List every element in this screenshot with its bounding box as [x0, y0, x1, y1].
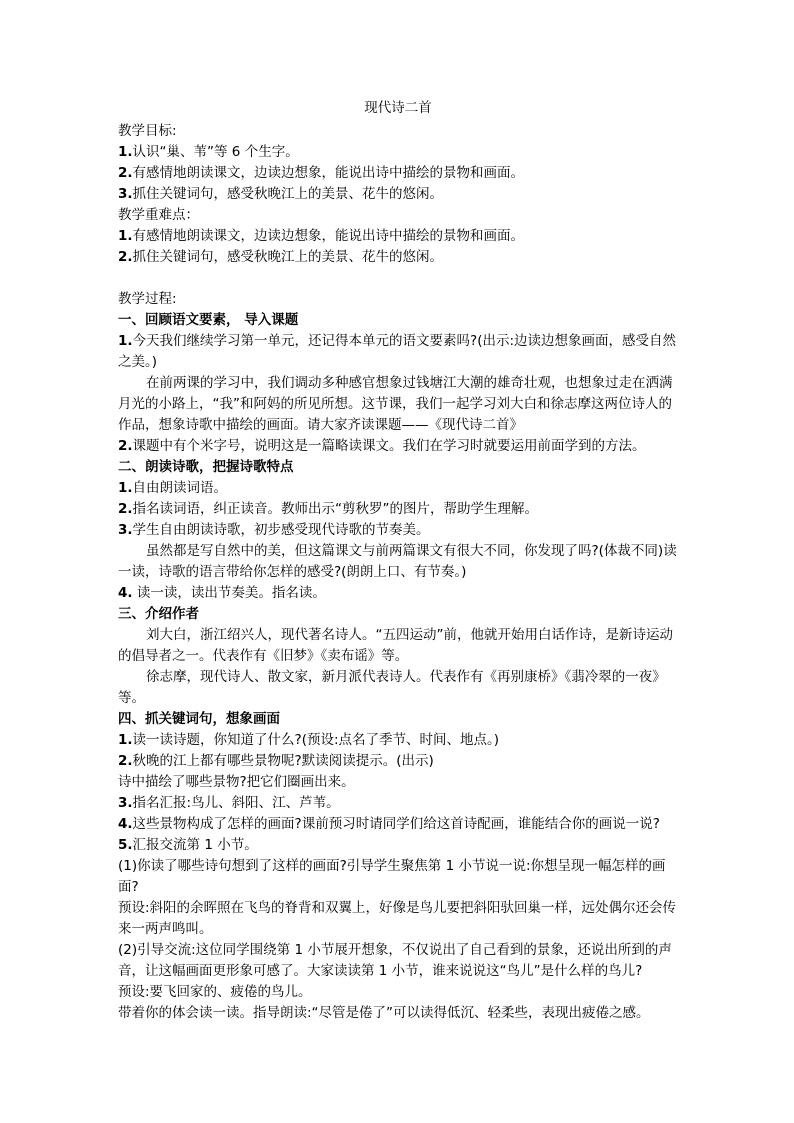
goal-item [118, 184, 678, 205]
goals-heading: 教学目标: [118, 123, 177, 139]
section-4-item [118, 835, 678, 856]
goal-number: 1. [118, 144, 133, 160]
key-point-number: 1. [118, 228, 133, 244]
paragraph-text: 今天我们继续学习第一单元，还记得本单元的语文要素吗?(出示:边读边想象画面，感受自然之美。) [118, 333, 677, 370]
key-points-heading: 教学重难点： [118, 207, 199, 223]
section-2-item [118, 583, 678, 604]
key-point-number: 2. [118, 249, 133, 265]
document-title: 现代诗二首 [364, 100, 432, 116]
section-2-heading: 二、朗读诗歌，把握诗歌特点 [118, 459, 294, 475]
item-text: 这些景物构成了怎样的画面?课前预习时请同学们给这首诗配画，谁能结合你的画说一说? [132, 816, 660, 832]
section-2-paragraph: 虽然都是写自然中的美，但这篇课文与前两篇课文有很大不同，你发现了吗?(体裁不同)读一读，诗歌的语言带给你怎样的感受?(朗朗上口、有节奏。) [118, 543, 677, 580]
goal-item [118, 142, 678, 163]
item-text: 秋晚的江上都有哪些景物呢?默读阅读提示。(出示) [132, 753, 434, 769]
section-2-item [118, 499, 678, 520]
section-4-item [118, 814, 678, 835]
section-2-item [118, 520, 678, 541]
key-point-item [118, 226, 678, 247]
item-number: 5. [118, 837, 133, 853]
section-4-item [118, 751, 678, 772]
item-number: 4. [118, 585, 133, 601]
goal-text: 认识“巢、苇”等 6 个生字。 [132, 144, 299, 160]
section-3-paragraph: 刘大白，浙江绍兴人，现代著名诗人。“五四运动”前，他就开始用白话作诗，是新诗运动的倡导者之一。代表作有《旧梦》《卖布谣》等。 [118, 627, 673, 664]
section-1-paragraph: 在前两课的学习中，我们调动多种感官想象过钱塘江大潮的雄奇壮观，也想象过走在洒满月光的小路上，“我”和阿妈的所见所想。这节课，我们一起学习刘大白和徐志摩这两位诗人的作品，想象诗歌中描绘的画面。请大家齐读课题——《现代诗二首》 [118, 375, 673, 433]
process-heading: 教学过程: [118, 291, 177, 307]
goal-text: 抓住关键词句，感受秋晚江上的美景、花牛的悠闲。 [132, 186, 444, 202]
goal-number: 2. [118, 165, 133, 181]
section-4-question: (1)你读了哪些诗句想到了这样的画面?引导学生聚焦第 1 小节说一说:你想呈现一幅怎样的画面? [118, 858, 666, 895]
item-text: 指名汇报:鸟儿、斜阳、江、芦苇。 [132, 795, 340, 811]
section-4-heading: 四、抓关键词句，想象画面 [118, 711, 280, 727]
item-number: 2. [118, 501, 133, 517]
section-4-item [118, 730, 678, 751]
key-point-text: 抓住关键词句，感受秋晚江上的美景、花牛的悠闲。 [132, 249, 444, 265]
document-page [118, 98, 678, 1024]
item-text: 读一读诗题，你知道了什么?(预设:点名了季节、时间、地点。) [132, 732, 500, 748]
section-3-heading: 三、介绍作者 [118, 606, 199, 622]
item-text: 汇报交流第 1 小节。 [132, 837, 258, 853]
key-point-text: 有感情地朗读课文，边读边想象，能说出诗中描绘的景物和画面。 [132, 228, 525, 244]
item-number: 1. [118, 480, 133, 496]
item-text: 学生自由朗读诗歌，初步感受现代诗歌的节奏美。 [132, 522, 430, 538]
goal-number: 3. [118, 186, 133, 202]
spacer [118, 268, 678, 289]
paragraph-text: 课题中有个米字号，说明这是一篇略读课文。我们在学习时就要运用前面学到的方法。 [132, 438, 646, 454]
section-1-paragraph [118, 331, 678, 373]
section-4-question: (2)引导交流:这位同学围绕第 1 小节展开想象，不仅说出了自己看到的景象，还说出所到的声音，让这幅画面更形象可感了。大家读读第 1 小节，谁来说说这“鸟儿”是什么样的鸟儿? [118, 942, 672, 979]
item-text: 自由朗读词语。 [132, 480, 228, 496]
goal-item [118, 163, 678, 184]
item-number: 2. [118, 753, 133, 769]
item-number: 1. [118, 333, 133, 349]
section-4-preset: 预设:斜阳的余晖照在飞鸟的脊背和双翼上，好像是鸟儿要把斜阳驮回巢一样，远处偶尔还会传来一两声鸣叫。 [118, 900, 677, 937]
item-text: 指名读词语，纠正读音。教师出示“剪秋罗”的图片，帮助学生理解。 [132, 501, 539, 517]
item-number: 3. [118, 522, 133, 538]
section-1-heading: 一、回顾语文要素， 导入课题 [118, 312, 299, 328]
section-4-paragraph: 带着你的体会读一读。指导朗读:“尽管是倦了”可以读得低沉、轻柔些，表现出疲倦之感。 [118, 1005, 650, 1021]
section-4-preset: 预设:要飞回家的、疲倦的鸟儿。 [118, 984, 312, 1000]
item-number: 3. [118, 795, 133, 811]
section-3-paragraph: 徐志摩，现代诗人、散文家，新月派代表诗人。代表作有《再别康桥》《翡冷翠的一夜》等。 [118, 669, 666, 706]
key-point-item [118, 247, 678, 268]
goal-text: 有感情地朗读课文，边读边想象，能说出诗中描绘的景物和画面。 [132, 165, 525, 181]
section-4-item [118, 793, 678, 814]
item-number: 1. [118, 732, 133, 748]
section-1-paragraph [118, 436, 678, 457]
section-2-item [118, 478, 678, 499]
section-4-paragraph: 诗中描绘了哪些景物?把它们圈画出来。 [118, 774, 355, 790]
item-text: 读一读，读出节奏美。指名读。 [132, 585, 326, 601]
item-number: 4. [118, 816, 133, 832]
item-number: 2. [118, 438, 133, 454]
